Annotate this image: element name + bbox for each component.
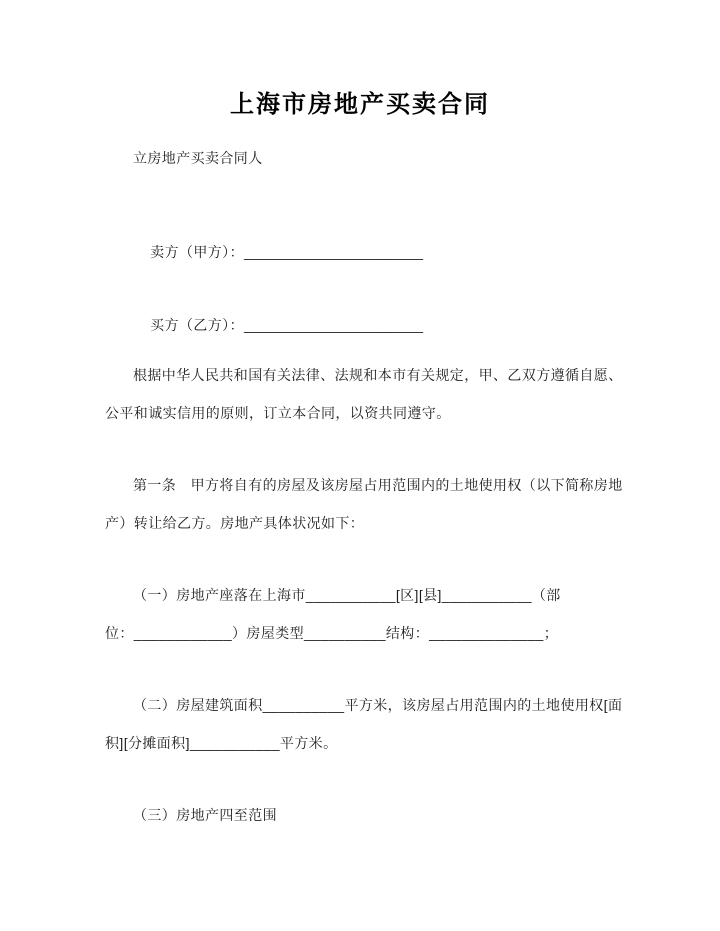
buyer-blank-field: _______________________ <box>243 317 424 333</box>
clause-item2-line-1: （二）房屋建筑面积__________平方米，该房屋占用范围内的土地使用权[面 <box>133 697 623 713</box>
seller-blank-field: _______________________ <box>243 244 424 260</box>
preamble-line-1: 根据中华人民共和国有关法律、法规和本市有关规定，甲、乙双方遵循自愿、 <box>133 367 623 383</box>
document-title: 上海市房地产买卖合同 <box>230 91 490 118</box>
clause-item1-line-1: （一）房地产座落在上海市___________[区][县]___________（部 <box>133 587 561 603</box>
clause-item3-line: （三）房地产四至范围 <box>133 807 277 823</box>
contract-parties-intro: 立房地产买卖合同人 <box>133 150 263 166</box>
clause-item1-line-2: 位：____________）房屋类型__________结构：______________； <box>105 625 559 641</box>
clause-item2-line-2: 积][分摊面积]___________平方米。 <box>105 735 338 751</box>
buyer-label: 买方（乙方）： <box>150 317 244 333</box>
preamble-line-2: 公平和诚实信用的原则，订立本合同，以资共同遵守。 <box>105 405 451 421</box>
seller-line <box>133 222 423 282</box>
article1-line-1: 第一条 甲方将自有的房屋及该房屋占用范围内的土地使用权（以下简称房地 <box>133 477 623 493</box>
article1-line-2: 产）转让给乙方。房地产具体状况如下： <box>105 515 365 531</box>
buyer-line <box>133 295 423 355</box>
seller-label: 卖方（甲方）： <box>150 244 244 260</box>
